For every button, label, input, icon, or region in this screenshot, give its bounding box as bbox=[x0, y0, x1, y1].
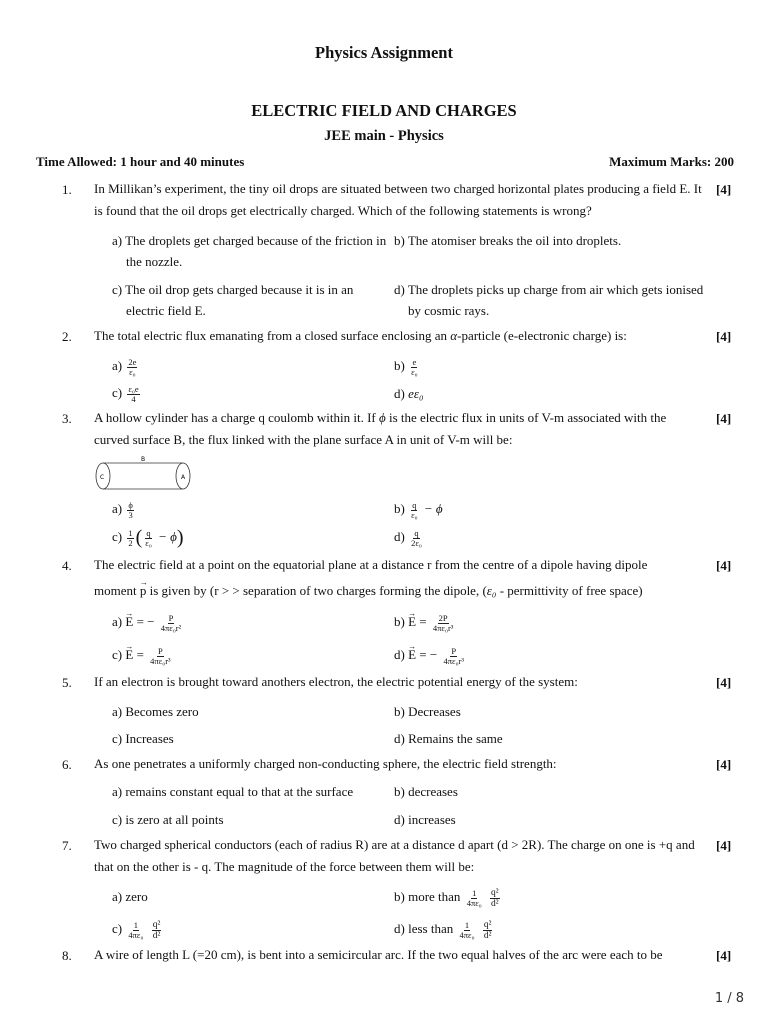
option-b: b) more than $\frac{1}{\text{4πε₀}}$ $\frac{\text{q²}}{\text{d²}}$ bbox=[394, 887, 499, 909]
option-d: d) increases bbox=[394, 812, 456, 827]
chapter-title: ELECTRIC FIELD AND CHARGES bbox=[251, 101, 517, 120]
option-b: b) decreases bbox=[394, 784, 458, 799]
option-b: b) → E = $\frac{2P}{\text{4πε₀r³}}$ bbox=[394, 611, 694, 633]
document-title: Physics Assignment bbox=[315, 43, 453, 62]
question-marks: [4] bbox=[716, 675, 732, 690]
option-c: c) Increases bbox=[112, 731, 174, 746]
question-text: Two charged spherical conductors (each of radius R) are at a distance d apart (d > 2R). The charge on one is +q and that on the other is - q. The magnitude of the force between them will be: bbox=[94, 837, 695, 874]
option-a: a) zero bbox=[112, 889, 148, 904]
option-b: b) $\frac{q}{\text{ε₀}}$ − ϕ bbox=[394, 499, 443, 520]
option-c: c) → E = $\frac{P}{\text{4πε₀r³}}$ bbox=[112, 644, 380, 666]
question-number: 7. bbox=[62, 838, 72, 853]
hollow-cylinder-figure bbox=[94, 452, 194, 492]
option-a: a) remains constant equal to that at the surface bbox=[112, 784, 354, 799]
option-c: c) The oil drop gets charged because it is in an electric field E. bbox=[112, 282, 354, 318]
question-text: A hollow cylinder has a charge q coulomb within it. If ϕ is the electric flux in units of V-m associated with the curved surface B, the flux linked with the plane surface A in unit of V-m will be: bbox=[94, 410, 667, 447]
page-indicator: 1 / 8 bbox=[714, 991, 744, 1006]
option-b: b) Decreases bbox=[394, 704, 461, 719]
option-c: c) $\frac{\text{ε₀e}}{4}$ bbox=[112, 383, 139, 404]
option-a: a) → E = − $\frac{P}{\text{4πε₀r²}}$ bbox=[112, 611, 380, 633]
question-number: 2. bbox=[62, 329, 72, 344]
question-text: In Millikan’s experiment, the tiny oil drops are situated between two charged horizontal plates producing a field E. It is found that the oil drops get electrically charged. Which of the following statements is wrong? bbox=[94, 181, 702, 218]
option-d: d) → E = − $\frac{P}{\text{4πε₀r³}}$ bbox=[394, 644, 694, 666]
question-marks: [4] bbox=[716, 838, 732, 853]
question-number: 4. bbox=[62, 558, 72, 573]
option-b: b) The atomiser breaks the oil into droplets. bbox=[394, 233, 622, 248]
question-number: 5. bbox=[62, 675, 72, 690]
option-d: d) Remains the same bbox=[394, 731, 503, 746]
label-b: B bbox=[141, 456, 146, 463]
question-marks: [4] bbox=[716, 329, 732, 344]
question-text: If an electron is brought toward anothers electron, the electric potential energy of the system: bbox=[94, 674, 578, 689]
question-marks: [4] bbox=[716, 948, 732, 963]
option-c: c) $\frac{1}{2}$ ( $\frac{q}{\text{ε₀}}$ − ϕ) bbox=[112, 526, 184, 549]
question-number: 6. bbox=[62, 757, 72, 772]
question-marks: [4] bbox=[716, 411, 732, 426]
option-d: d) eε₀ bbox=[394, 386, 424, 401]
question-text: The total electric flux emanating from a closed surface enclosing an α-particle (e-electronic charge) is: bbox=[94, 328, 627, 343]
option-a: a) Becomes zero bbox=[112, 704, 199, 719]
option-a: a) $\frac{\phi}{3}$ bbox=[112, 499, 133, 520]
option-d: d) The droplets picks up charge from air which gets ionised by cosmic rays. bbox=[394, 282, 704, 318]
option-c: c) is zero at all points bbox=[112, 812, 224, 827]
maximum-marks: Maximum Marks: 200 bbox=[609, 154, 734, 169]
question-text: A wire of length L (=20 cm), is bent into a semicircular arc. If the two equal halves of the arc were each to be bbox=[94, 947, 663, 962]
label-c: C bbox=[100, 474, 105, 481]
question-marks: [4] bbox=[716, 757, 732, 772]
time-allowed: Time Allowed: 1 hour and 40 minutes bbox=[36, 154, 245, 169]
question-marks: [4] bbox=[716, 558, 732, 573]
option-a: a) The droplets get charged because of the friction in the nozzle. bbox=[112, 233, 387, 269]
question-text-line-1: The electric field at a point on the equatorial plane at a distance r from the centre of a dipole having dipole bbox=[94, 557, 648, 572]
subject-subtitle: JEE main - Physics bbox=[324, 128, 444, 144]
question-marks: [4] bbox=[716, 182, 732, 197]
question-text: As one penetrates a uniformly charged non-conducting sphere, the electric field strength: bbox=[94, 756, 557, 771]
question-number: 8. bbox=[62, 948, 72, 963]
question-number: 1. bbox=[62, 182, 72, 197]
label-a: A bbox=[181, 474, 186, 481]
option-d: d) $\frac{q}{\text{2ε₀}}$ bbox=[394, 527, 422, 548]
question-number: 3. bbox=[62, 411, 72, 426]
question-text-line-2: moment → p is given by (r > > separation of two charges forming the dipole, (ε₀ - permittivity of free space) bbox=[94, 580, 702, 602]
option-c: c) $\frac{1}{\text{4πε₀}}$ $\frac{\text{q²}}{\text{d²}}$ bbox=[112, 919, 161, 941]
option-d: d) less than $\frac{1}{\text{4πε₀}}$ $\frac{\text{q²}}{\text{d²}}$ bbox=[394, 919, 492, 941]
option-b: b) $\frac{e}{\text{ε₀}}$ bbox=[394, 356, 418, 377]
option-a: a) $\frac{2e}{\text{ε₀}}$ bbox=[112, 356, 137, 377]
